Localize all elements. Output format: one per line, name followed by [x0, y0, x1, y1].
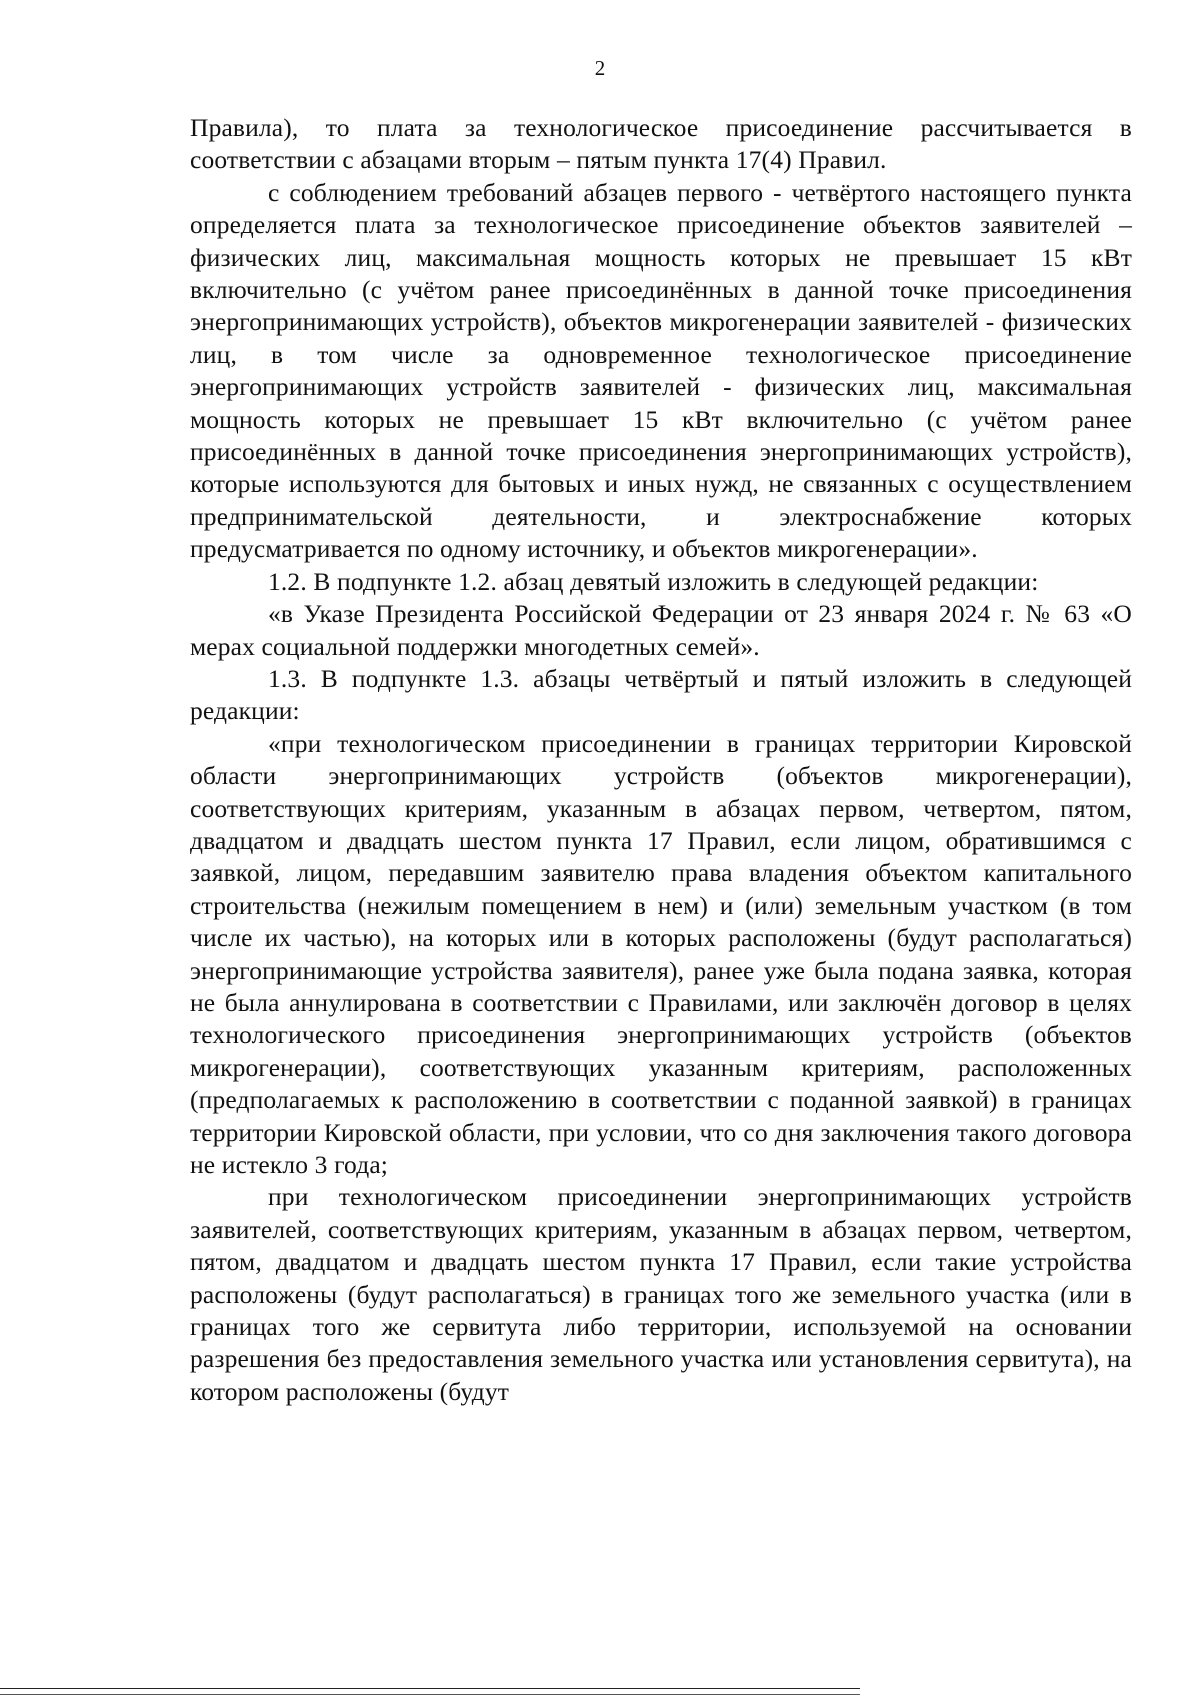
paragraph-decree-quote: «в Указе Президента Российской Федерации от 23 января 2024 г. № 63 «О мерах социальной поддержки многодетных семей».: [190, 599, 1132, 661]
paragraph-same-land-plot: при технологическом присоединении энергопринимающих устройств заявителей, соответствующих критериям, указанным в абзацах первом, четвертом, пятом, двадцатом и двадцать шестом пункта 17 Правил, если такие устройства расположены (будут располагаться) в границах того же земельного участка (или в границах того же сервитута либо территории, используемой на основании разрешения без предоставления земельного участка или установления сервитута), на котором расположены (будут: [190, 1182, 1132, 1406]
paragraph-continuation: Правила), то плата за технологическое присоединение рассчитывается в соответствии с абзацами вторым – пятым пункта 17(4) Правил.: [190, 113, 1132, 175]
footer-divider-line: [0, 1688, 860, 1689]
paragraph-item-1-2: 1.2. В подпункте 1.2. абзац девятый изложить в следующей редакции:: [268, 566, 1039, 596]
paragraph-fee-determination: с соблюдением требований абзацев первого - четвёртого настоящего пункта определяется плата за технологическое присоединение объектов заявителей – физических лиц, максимальная мощность которых не превышает 15 кВт включительно (с учётом ранее присоединённых в данной точке присоединения энергопринимающих устройств), объектов микрогенерации заявителей - физических лиц, в том числе за одновременное технологическое присоединение энергопринимающих устройств заявителей - физических лиц, максимальная мощность которых не превышает 15 кВт включительно (с учётом ранее присоединённых в данной точке присоединения энергопринимающих устройств), которые используются для бытовых и иных нужд, не связанных с осуществлением предпринимательской деятельности, и электроснабжение которых предусматривается по одному источнику, и объектов микрогенерации».: [190, 177, 1132, 564]
page-number: 2: [594, 56, 606, 80]
paragraph-item-1-3: 1.3. В подпункте 1.3. абзацы четвёртый и пятый изложить в следующей редакции:: [190, 663, 1132, 726]
document-body: [190, 112, 1132, 1408]
paragraph-kirov-connection: «при технологическом присоединении в границах территории Кировской области энергопринимающих устройств (объектов микрогенерации), соответствующих критериям, указанным в абзацах первом, четвертом, пятом, двадцатом и двадцать шестом пункта 17 Правил, если лицом, обратившимся с заявкой, лицом, передавшим заявителю права владения объектом капитального строительства (нежилым помещением в нем) и (или) земельным участком (в том числе их частью), на которых или в которых расположены (будут располагаться) энергопринимающие устройства заявителя), ранее уже была подана заявка, которая не была аннулирована в соответствии с Правилами, или заключён договор в целях технологического присоединения энергопринимающих устройств (объектов микрогенерации), соответствующих указанным критериям, расположенных (предполагаемых к расположению в соответствии с поданной заявкой) в границах территории Кировской области, при условии, что со дня заключения такого договора не истекло 3 года;: [190, 728, 1132, 1179]
footer-divider-line-secondary: [0, 1694, 860, 1695]
